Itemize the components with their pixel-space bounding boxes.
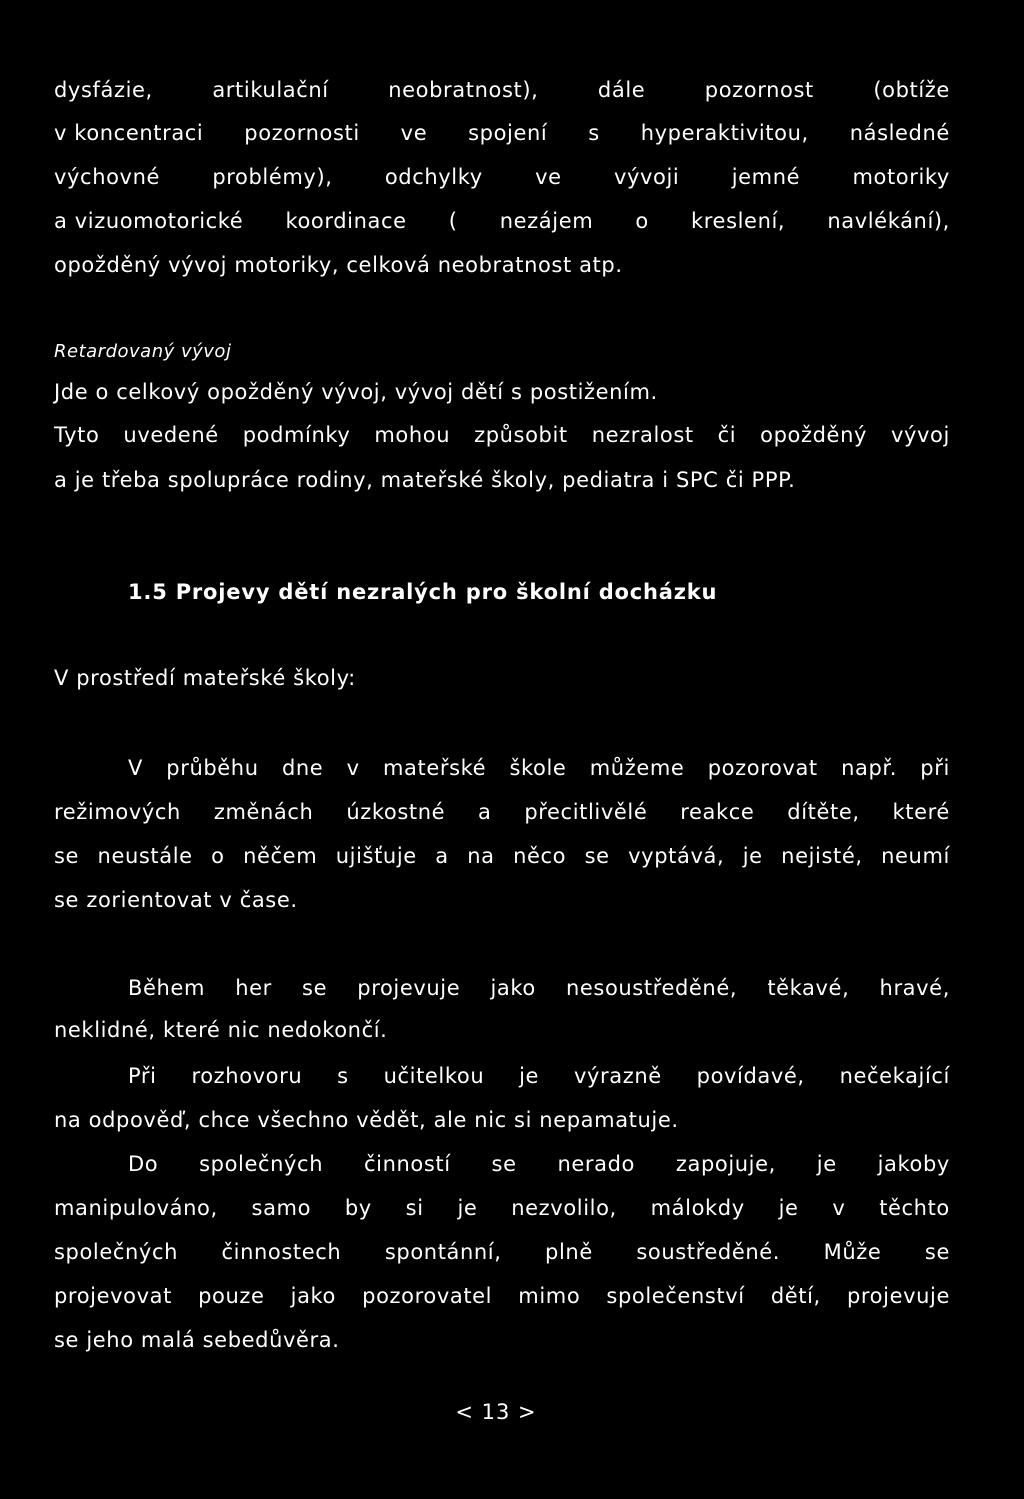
word: pozornost (704, 78, 814, 102)
word: na (467, 844, 495, 868)
word: kreslení, (691, 209, 786, 233)
word: her (235, 976, 272, 1000)
word: jakoby (877, 1152, 950, 1176)
word: můžeme (589, 756, 685, 780)
word: změnách (213, 800, 314, 824)
word: se (54, 844, 80, 868)
word: dne (281, 756, 324, 780)
word: a (435, 844, 449, 868)
word: těkavé, (767, 976, 850, 1000)
word: se (584, 844, 610, 868)
word: je (742, 844, 763, 868)
text-line (128, 1062, 950, 1090)
text-line: a je třeba spolupráce rodiny, mateřské školy, pediatra i SPC či PPP. (54, 468, 796, 492)
text-line (54, 1194, 950, 1222)
word: např. (841, 756, 897, 780)
word: Tyto (54, 423, 100, 447)
text-line (54, 207, 950, 235)
word: reakce (680, 800, 755, 824)
word: činností (363, 1152, 451, 1176)
word: pozorovatel (362, 1284, 493, 1308)
word: se (302, 976, 328, 1000)
word: dětí, (770, 1284, 821, 1308)
word: učitelkou (383, 1064, 485, 1088)
word: hravé, (879, 976, 950, 1000)
word: opožděný (760, 423, 868, 447)
word: při (920, 756, 950, 780)
word: je (816, 1152, 837, 1176)
word: ( (448, 209, 458, 233)
word: Při (128, 1064, 157, 1088)
word: uvedené (123, 423, 219, 447)
env-heading: V prostředí mateřské školy: (54, 666, 356, 690)
word: motoriky (852, 165, 950, 189)
word: způsobit (474, 423, 568, 447)
word: něčem (243, 844, 318, 868)
text-line (54, 1238, 950, 1266)
word: manipulováno, (54, 1196, 218, 1220)
word: výrazně (573, 1064, 662, 1088)
word: a (478, 800, 492, 824)
text-line (54, 119, 950, 147)
word: něco (513, 844, 567, 868)
word: těchto (879, 1196, 950, 1220)
text-line (54, 76, 950, 104)
text-line (54, 842, 950, 870)
word: pozorovat (707, 756, 818, 780)
word: ve (535, 165, 562, 189)
word: projevovat (54, 1284, 172, 1308)
word: nesoustředěné, (565, 976, 738, 1000)
text-line (128, 974, 950, 1002)
word: koordinace (285, 209, 407, 233)
word: rozhovoru (191, 1064, 303, 1088)
word: V (128, 756, 143, 780)
word: ujišťuje (335, 844, 417, 868)
word: projevuje (357, 976, 461, 1000)
text-line: se jeho malá sebedůvěra. (54, 1328, 340, 1352)
page-number: < 13 > (455, 1400, 537, 1424)
word: přecitlivělé (524, 800, 648, 824)
word: vývoj (890, 423, 950, 447)
text-line: opožděný vývoj motoriky, celková neobratnost atp. (54, 253, 623, 277)
word: plně (545, 1240, 593, 1264)
word: problémy), (212, 165, 333, 189)
word: jako (290, 1284, 337, 1308)
word: ve (400, 121, 428, 145)
word: společných (199, 1152, 324, 1176)
word: s (588, 121, 600, 145)
word: úzkostné (346, 800, 446, 824)
text-line (54, 1282, 950, 1310)
word: vývoji (613, 165, 680, 189)
word: (obtíže (873, 78, 950, 102)
word: neumí (881, 844, 950, 868)
word: samo (251, 1196, 312, 1220)
word: artikulační (212, 78, 329, 102)
word: neustále (97, 844, 193, 868)
word: nezájem (499, 209, 594, 233)
text-line (128, 754, 950, 782)
word: v (832, 1196, 846, 1220)
word: činnostech (221, 1240, 342, 1264)
text-line: na odpověď, chce všechno vědět, ale nic si nepamatuje. (54, 1108, 679, 1132)
text-line (54, 163, 950, 191)
section-heading: 1.5 Projevy dětí nezralých pro školní docházku (128, 580, 718, 604)
word: společných (54, 1240, 179, 1264)
word: hyperaktivitou, (640, 121, 809, 145)
word: v koncentraci (54, 121, 204, 145)
word: nezralost (591, 423, 694, 447)
word: podmínky (242, 423, 351, 447)
word: je (778, 1196, 799, 1220)
word: navlékání), (827, 209, 950, 233)
word: o (635, 209, 649, 233)
word: nezvolilo, (511, 1196, 617, 1220)
word: škole (509, 756, 567, 780)
word: mimo (518, 1284, 581, 1308)
text-line (128, 1150, 950, 1178)
text-line (54, 421, 950, 449)
word: neobratnost), (388, 78, 539, 102)
word: a vizuomotorické (54, 209, 244, 233)
word: mohou (374, 423, 451, 447)
text-line (54, 798, 950, 826)
word: vyptává, (628, 844, 725, 868)
subheading: Retardovaný vývoj (54, 341, 232, 362)
word: následné (849, 121, 950, 145)
word: je (519, 1064, 540, 1088)
word: režimových (54, 800, 181, 824)
word: soustředěné. (636, 1240, 781, 1264)
word: by (344, 1196, 372, 1220)
word: jemné (731, 165, 801, 189)
word: o (211, 844, 225, 868)
word: společenství (606, 1284, 745, 1308)
word: jako (490, 976, 536, 1000)
word: dítěte, (787, 800, 860, 824)
word: dysfázie, (54, 78, 153, 102)
word: Do (128, 1152, 159, 1176)
word: či (717, 423, 737, 447)
word: nerado (557, 1152, 635, 1176)
word: nejisté, (781, 844, 863, 868)
text-line: se zorientovat v čase. (54, 888, 298, 912)
word: zapojuje, (675, 1152, 776, 1176)
word: je (457, 1196, 478, 1220)
text-line: Jde o celkový opožděný vývoj, vývoj dětí s postižením. (54, 380, 658, 404)
word: s (337, 1064, 349, 1088)
word: spontánní, (384, 1240, 502, 1264)
word: spojení (468, 121, 548, 145)
word: odchylky (384, 165, 483, 189)
word: projevuje (846, 1284, 950, 1308)
word: se (924, 1240, 950, 1264)
word: průběhu (166, 756, 259, 780)
word: které (892, 800, 950, 824)
word: Může (823, 1240, 882, 1264)
word: pozornosti (244, 121, 360, 145)
word: dále (597, 78, 646, 102)
text-line: neklidné, které nic nedokončí. (54, 1018, 388, 1042)
word: pouze (198, 1284, 265, 1308)
word: nečekající (839, 1064, 950, 1088)
word: v (346, 756, 360, 780)
word: málokdy (650, 1196, 745, 1220)
word: povídavé, (696, 1064, 805, 1088)
word: se (491, 1152, 517, 1176)
word: mateřské (382, 756, 487, 780)
word: si (405, 1196, 424, 1220)
word: výchovné (54, 165, 161, 189)
word: Během (128, 976, 206, 1000)
